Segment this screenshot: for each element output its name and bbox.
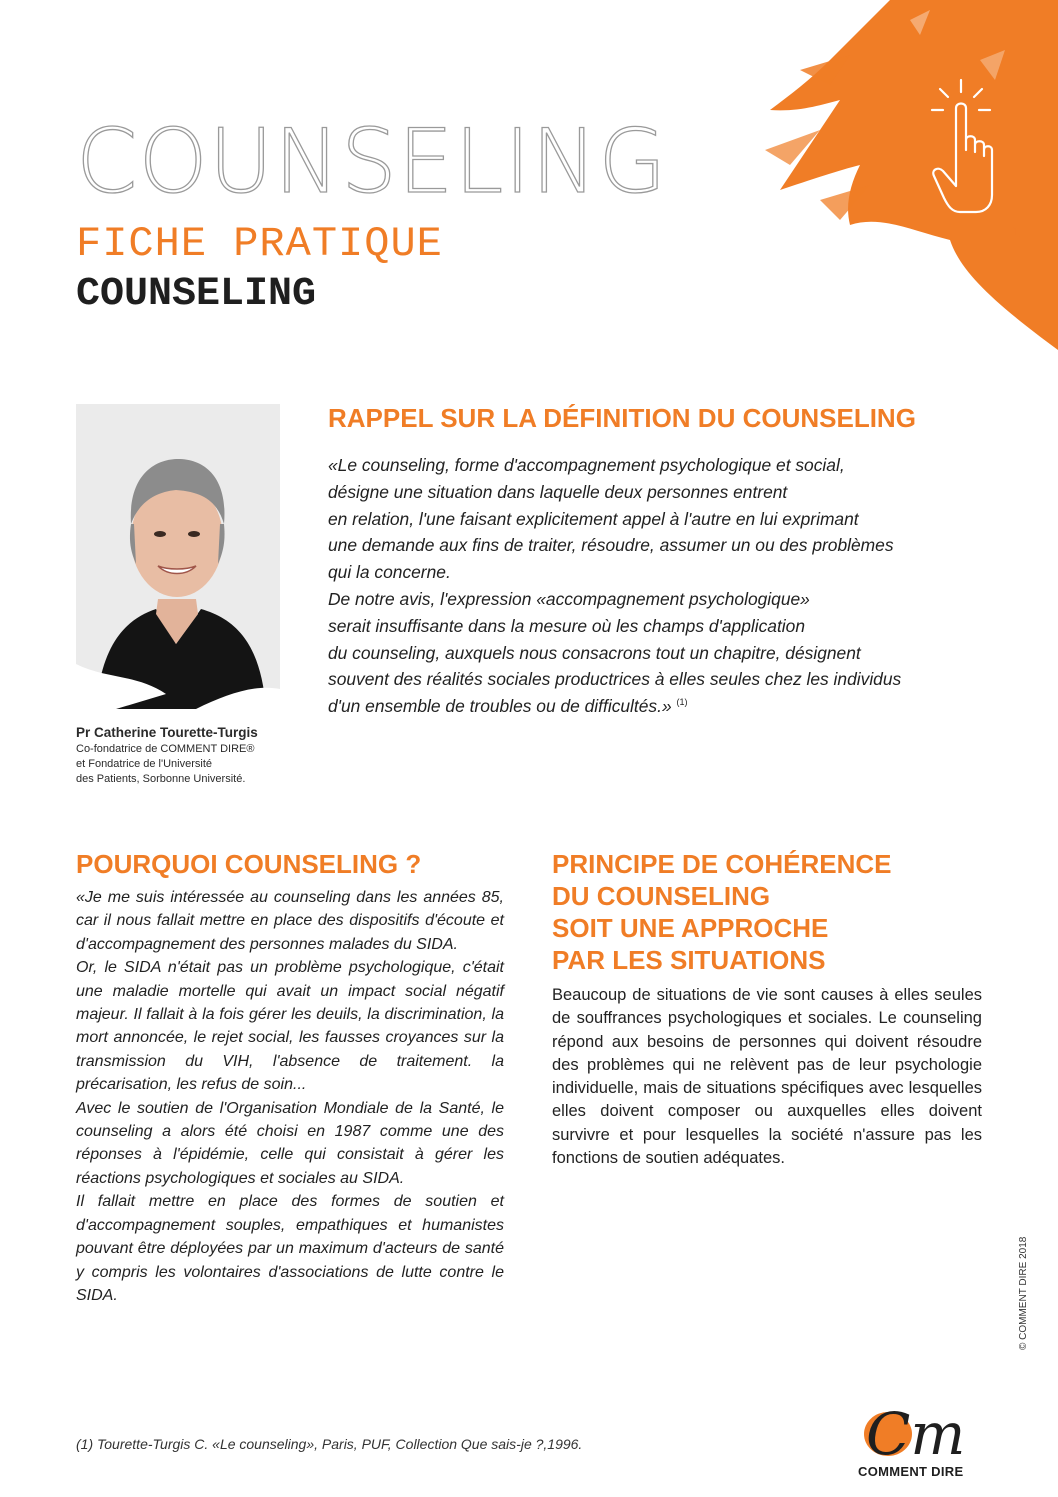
quote-line: serait insuffisante dans la mesure où les champs d'application: [328, 615, 805, 636]
footnote-reference: (1): [676, 697, 688, 708]
subtitle-counseling: COUNSELING: [76, 272, 317, 317]
pourquoi-paragraph: Avec le soutien de l'Organisation Mondiale de la Santé, le counseling a alors été choisi en 1987 comme une des réponses à l'épidémie, celle qui consistait à gérer les réactions psychologiques et sociales au SIDA.: [76, 1099, 504, 1187]
fiche-pratique-heading: FICHE PRATIQUE: [76, 220, 443, 268]
principe-title-line: PRINCIPE DE COHÉRENCE: [552, 849, 892, 879]
profile-caption: [76, 724, 306, 787]
portrait-photo: [76, 404, 280, 709]
copyright-text: © COMMENT DIRE 2018: [1018, 1236, 1029, 1350]
pourquoi-paragraph: Il fallait mettre en place des formes de soutien et d'accompagnement souples, empathiques et humanistes pouvant être déployées par un maximum d'acteurs de santé y compris les volontaires d'associations de lutte contre le SIDA.: [76, 1193, 504, 1304]
logo-mark: Cm: [866, 1400, 966, 1466]
logo-text: COMMENT DIRE: [858, 1464, 964, 1479]
pourquoi-title: POURQUOI COUNSELING ?: [76, 849, 422, 879]
principe-title: [552, 848, 892, 976]
profile-name: Pr Catherine Tourette-Turgis: [76, 725, 258, 740]
profile-line: des Patients, Sorbonne Université.: [76, 773, 246, 785]
principe-title-line: DU COUNSELING: [552, 881, 771, 911]
copyright-vertical: [1014, 1200, 1034, 1350]
quote-line: d'un ensemble de troubles ou de difficultés.»: [328, 696, 672, 717]
pourquoi-paragraph: «Je me suis intéressée au counseling dans les années 85, car il nous fallait mettre en place des dispositifs d'écoute et d'accompagnement des personnes malades du SIDA.: [76, 889, 504, 953]
principe-title-line: SOIT UNE APPROCHE: [552, 913, 829, 943]
quote-line: en relation, l'une faisant explicitement appel à l'autre en lui exprimant: [328, 508, 859, 529]
big-title: COUNSELING: [76, 110, 668, 213]
profile-line: et Fondatrice de l'Université: [76, 758, 212, 770]
page-number: 1: [1012, 226, 1021, 241]
pourquoi-text: [76, 886, 504, 1307]
quote-line: désigne une situation dans laquelle deux personnes entrent: [328, 481, 788, 502]
pourquoi-paragraph: Or, le SIDA n'était pas un problème psychologique, c'était une maladie mortelle qui avait un impact social négatif majeur. Il fallait à la fois gérer les deuils, la discrimination, la mort annoncée, le rejet social, les fausses croyances sur la transmission du VIH, l'absence de traitement. la précarisation, les refus de soin...: [76, 959, 504, 1094]
quote-line: qui la concerne.: [328, 562, 451, 583]
comment-dire-logo-icon: [860, 1396, 990, 1466]
definition-quote: [328, 452, 978, 720]
definition-title: RAPPEL SUR LA DÉFINITION DU COUNSELING: [328, 403, 916, 433]
orange-brush-splash: [760, 0, 1058, 360]
profile-line: Co-fondatrice de COMMENT DIRE®: [76, 743, 255, 755]
principe-text: Beaucoup de situations de vie sont causes à elles seules de souffrances psychologiques et sociales. Le counseling répond aux besoins de personnes qui doivent résoudre des problèmes qui ne relèvent pas de leur psychologie individuelle, mais de situations spécifiques avec lesquelles elles doivent composer ou auxquelles elles doivent survivre et pour lesquelles la société n'assure pas les fonctions de soutien adéquates.: [552, 986, 982, 1168]
quote-line: du counseling, auxquels nous consacrons tout un chapitre, désignent: [328, 642, 861, 663]
quote-line: «Le counseling, forme d'accompagnement psychologique et social,: [328, 455, 845, 475]
quote-line: une demande aux fins de traiter, résoudre, assumer un ou des problèmes: [328, 535, 894, 556]
quote-line: De notre avis, l'expression «accompagnement psychologique»: [328, 588, 810, 609]
quote-line: souvent des réalités sociales productrices à elles seules chez les individus: [328, 669, 902, 690]
footnote: (1) Tourette-Turgis C. «Le counseling», Paris, PUF, Collection Que sais-je ?,1996.: [76, 1436, 583, 1452]
principe-title-line: PAR LES SITUATIONS: [552, 945, 826, 975]
quote-line-last: [328, 693, 978, 720]
